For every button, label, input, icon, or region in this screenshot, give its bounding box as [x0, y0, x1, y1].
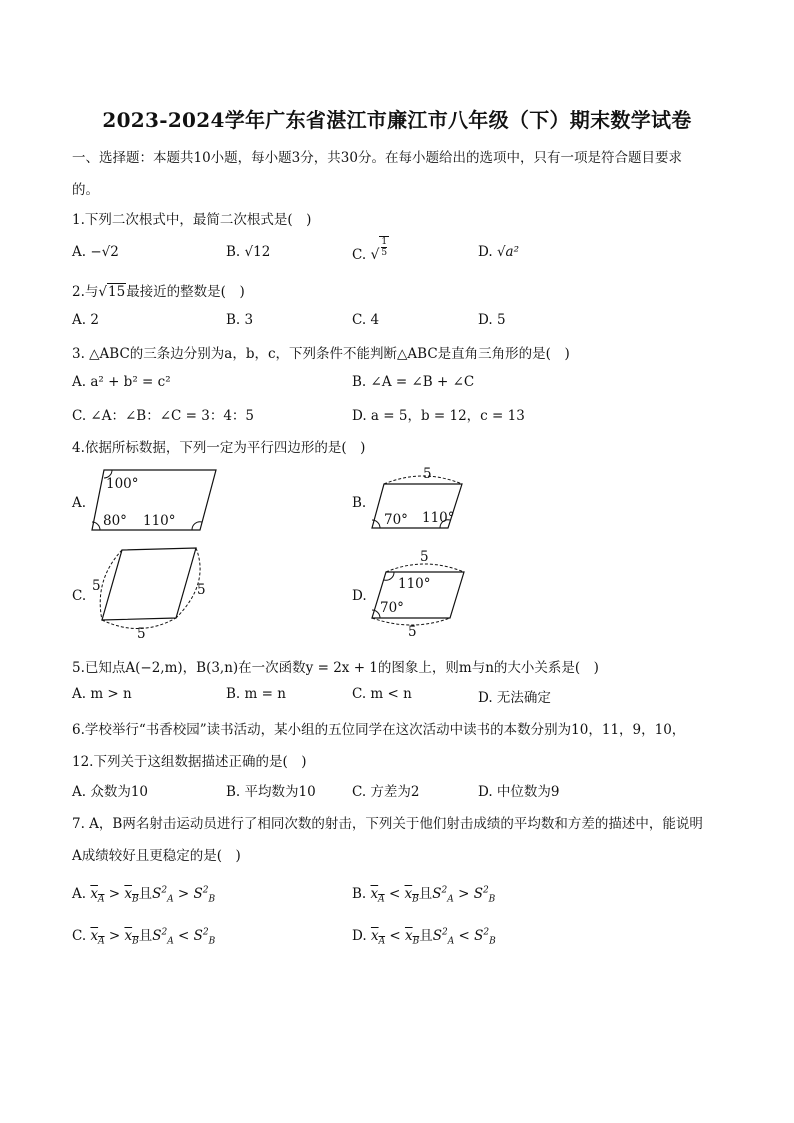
q7-d-and: 且: [419, 928, 433, 944]
q7-a-label: A.: [72, 886, 87, 902]
q7-option-b: [352, 882, 495, 905]
q2-radicand: 15: [108, 284, 126, 300]
q2-root-sign: √: [98, 284, 107, 300]
q4-d-top-left-angle: 110°: [398, 576, 431, 592]
q4-c-left-side: 5: [92, 578, 101, 594]
q6-option-b: B. 平均数为10: [226, 784, 316, 800]
q7-b-and: 且: [418, 886, 433, 902]
q3-option-c: C. ∠A：∠B：∠C = 3：4：5: [72, 408, 255, 424]
q2-option-c: [352, 312, 379, 328]
q5-option-a: A. m > n: [72, 686, 132, 702]
q7-a-mean-b: $x_B$: [124, 886, 139, 905]
q4-d-bottom-side: 5: [408, 624, 417, 640]
q4-a-top-angle: 100°: [106, 476, 139, 492]
q2-b-value: 3: [244, 312, 254, 328]
q1-b-math: √12: [244, 244, 271, 260]
q5-option-c: C. m < n: [352, 686, 412, 702]
q2-c-value: 4: [370, 312, 380, 328]
q2-stem-post: 最接近的整数是( ): [126, 284, 245, 300]
q6-option-d: D. 中位数为9: [478, 784, 560, 800]
q7-c-and: 且: [138, 928, 153, 944]
q7-b-rel1: <: [388, 886, 401, 902]
q7-d-mean-a: $x_A$: [370, 928, 386, 947]
q7-d-label: D.: [352, 928, 367, 944]
q7-d-var-b: $S^2_B$: [474, 927, 496, 947]
q4-a-bottom-left-angle: 80°: [103, 513, 127, 529]
q7-a-var-a: $S^2_A$: [152, 885, 174, 905]
q2-option-d: [478, 312, 506, 328]
q5-option-d: D. 无法确定: [478, 690, 551, 706]
q1-d-label: D.: [478, 244, 493, 260]
q7-b-var-b: $S^2_B$: [473, 885, 496, 905]
q7-a-rel2: >: [177, 886, 190, 902]
q3-option-b: B. ∠A = ∠B + ∠C: [352, 374, 475, 390]
q1-c-fraction: [379, 236, 389, 258]
q1-b-label: B.: [226, 244, 241, 260]
q7-option-a: [72, 882, 215, 905]
exam-title: 2023-2024学年广东省湛江市廉江市八年级（下）期末数学试卷: [102, 108, 692, 132]
q4-figure-d: [366, 556, 470, 628]
q7-c-mean-a: $x_A$: [90, 928, 105, 947]
q1-a-label: A.: [72, 244, 87, 260]
q7-d-rel1: <: [389, 928, 401, 944]
q7-b-var-a: $S^2_A$: [432, 885, 454, 905]
q7-d-rel2: <: [458, 928, 470, 944]
q7-c-var-a: $S^2_A$: [152, 927, 174, 947]
q3-option-d: D. a = 5，b = 12，c = 13: [352, 408, 525, 424]
q2-option-b: [226, 312, 253, 328]
q7-b-label: B.: [352, 886, 367, 902]
q7-b-mean-b: $x_B$: [404, 886, 419, 905]
q4-option-d-label: D.: [352, 588, 367, 604]
q6-option-c: C. 方差为2: [352, 784, 420, 800]
q4-b-top-side: 5: [423, 466, 432, 482]
q7-option-d: [352, 924, 496, 947]
q7-c-mean-b: $x_B$: [124, 928, 139, 947]
q6-option-a: A. 众数为10: [72, 784, 149, 800]
q1-option-c: [352, 236, 389, 263]
q4-stem: 4.依据所标数据，下列一定为平行四边形的是( ): [72, 440, 366, 456]
q1-c-root-sign: √: [370, 246, 380, 263]
q2-b-label: B.: [226, 312, 241, 328]
q4-option-a-label: A.: [72, 495, 87, 511]
q7-a-and: 且: [138, 886, 153, 902]
q7-d-mean-b: $x_B$: [404, 928, 420, 947]
q1-d-math: √a²: [496, 244, 520, 260]
q7-b-rel2: >: [458, 886, 470, 902]
q5-option-b: B. m = n: [226, 686, 286, 702]
q4-a-bottom-right-angle: 110°: [143, 513, 176, 529]
q2-a-value: 2: [90, 312, 99, 328]
q7-stem-line2: A成绩较好且更稳定的是( ): [72, 848, 241, 864]
q4-d-top-side: 5: [420, 549, 429, 565]
q3-stem: 3. △ABC的三条边分别为a，b，c，下列条件不能判断△ABC是直角三角形的是( ): [72, 346, 570, 362]
q2-a-label: A.: [72, 312, 87, 328]
q7-c-rel1: >: [108, 928, 121, 944]
q4-d-top-dashed-arc: [386, 564, 464, 572]
q1-stem: 1.下列二次根式中，最简二次根式是( ): [72, 212, 312, 228]
q4-c-bottom-side: 5: [137, 626, 146, 642]
q2-d-value: 5: [496, 312, 506, 328]
q4-figure-c: [88, 544, 212, 634]
q2-d-label: D.: [478, 312, 493, 328]
q7-d-var-a: $S^2_A$: [432, 927, 455, 947]
q3-option-a: A. a² + b² = c²: [72, 374, 171, 390]
q1-option-b: [226, 244, 270, 260]
q2-c-label: C.: [352, 312, 367, 328]
q7-a-var-b: $S^2_B$: [193, 885, 216, 905]
q1-option-d: [478, 244, 519, 260]
q7-a-mean-a: $x_A$: [90, 886, 105, 905]
q7-stem-line1: 7. A，B两名射击运动员进行了相同次数的射击，下列关于他们射击成绩的平均数和方差的描述中，能说明: [72, 816, 703, 832]
q7-c-label: C.: [72, 928, 87, 944]
q7-a-rel1: >: [108, 886, 121, 902]
q6-stem-line1: 6.学校举行“书香校园”读书活动，某小组的五位同学在这次活动中读书的本数分别为10，11，9，10，: [72, 722, 686, 738]
q1-option-a: [72, 244, 119, 260]
q1-c-numerator: 1: [381, 237, 388, 247]
q7-b-mean-a: $x_A$: [370, 886, 385, 905]
q4-option-c-label: C.: [72, 588, 87, 604]
q2-option-a: [72, 312, 99, 328]
q1-c-denominator: 5: [381, 248, 388, 258]
q7-option-c: [72, 924, 215, 947]
q4-c-right-side: 5: [197, 582, 206, 598]
q1-a-math: −√2: [90, 244, 119, 260]
q4-c-parallelogram: [102, 548, 196, 620]
q4-d-bottom-left-angle: 70°: [380, 600, 404, 616]
section-heading-line1: 一、选择题：本题共10小题，每小题3分，共30分。在每小题给出的选项中，只有一项是符合题目要求: [72, 150, 682, 166]
q6-stem-line2: 12.下列关于这组数据描述正确的是( ): [72, 754, 307, 770]
q5-stem: 5.已知点A(−2,m)，B(3,n)在一次函数y = 2x + 1的图象上，则m与n的大小关系是( ): [72, 660, 599, 676]
q4-b-bottom-right-angle: 110°: [422, 510, 455, 526]
section-heading-line2: 的。: [72, 182, 99, 198]
q2-stem: [72, 280, 245, 300]
q2-stem-pre: 2.与: [72, 284, 99, 300]
q7-c-rel2: <: [178, 928, 190, 944]
q4-option-b-label: B.: [352, 495, 367, 511]
q1-c-label: C.: [352, 246, 367, 263]
q4-b-bottom-left-angle: 70°: [384, 512, 408, 528]
q7-c-var-b: $S^2_B$: [193, 927, 216, 947]
